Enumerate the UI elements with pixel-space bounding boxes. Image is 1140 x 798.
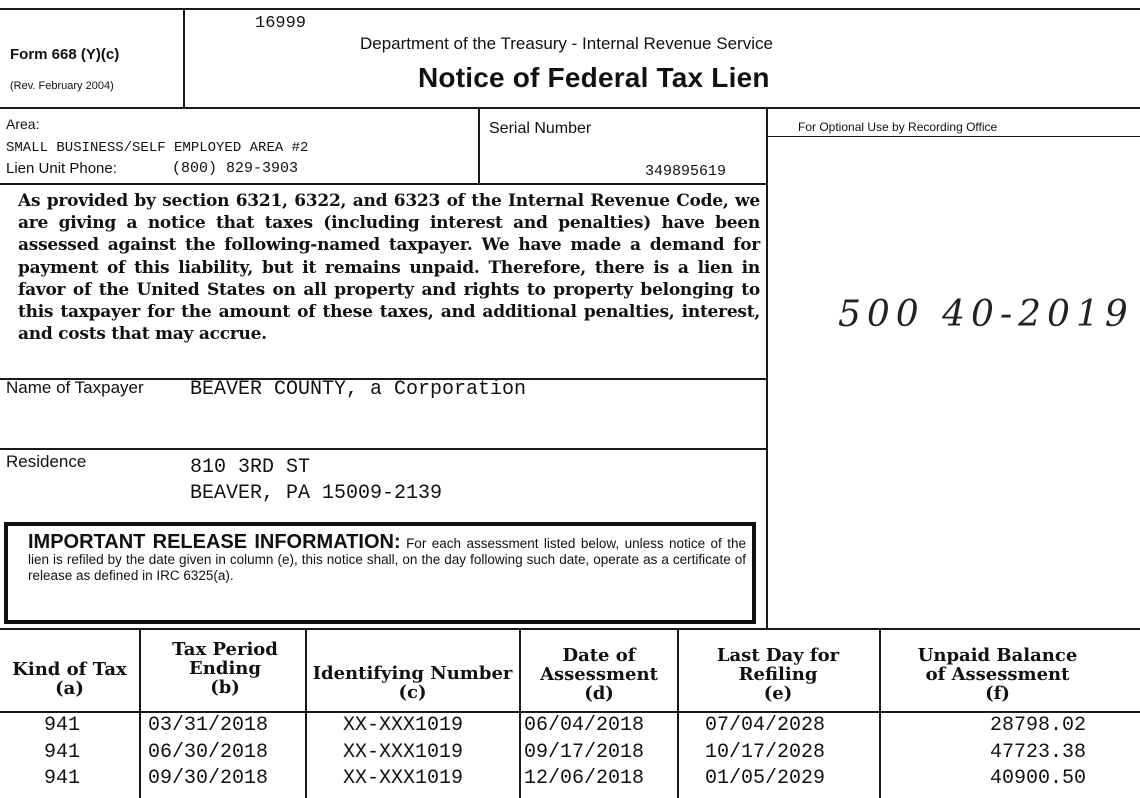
handwritten-note: 500 40-2019 [838,294,1134,335]
release-info-body: For each assessment listed below, unless notice of the lien is refiled by the date given in column (e), this notice shall, on the day following such date, operate as a certificate of release as defined in IRC 6325(a). [28,536,746,583]
form-number: Form 668 (Y)(c) [10,46,120,63]
assessment-date-cell: 12/06/2018 [524,767,645,790]
refiling-date-cell: 07/04/2028 [705,714,826,737]
serial-number-label: Serial Number [489,120,592,137]
column-header-date-of-assessment [540,646,658,703]
assessment-date-cell: 09/17/2018 [524,741,645,764]
unpaid-balance-cell: 40900.50 [990,767,1087,790]
column-title: Last Day for Refiling [716,645,840,685]
identifying-number-cell: XX-XXX1019 [343,714,464,737]
agency-name: Department of the Treasury - Internal Revenue Service [360,34,773,53]
serial-number-value: 349895619 [645,163,727,180]
identifying-number-cell: XX-XXX1019 [343,741,464,764]
refiling-date-cell: 10/17/2028 [705,741,826,764]
lien-statement: As provided by section 6321, 6322, and 6323 of the Internal Revenue Code, we are giving a notice that taxes (including interest and penalties) have been assessed against the following-named taxpayer. We have made a demand for payment of this liability, but it remains unpaid. Therefore, there is a lien in favor of the United States on all property and rights to property belonging to this taxpayer for the amount of these taxes, and additional penalties, interest, and costs that may accrue. [18,191,760,345]
document-title: Notice of Federal Tax Lien [418,62,770,93]
area-label: Area: [6,116,40,132]
assessment-date-cell: 06/04/2018 [524,714,645,737]
recording-office-label: For Optional Use by Recording Office [798,120,998,134]
column-title: Identifying Number [312,663,513,684]
column-title: Tax Period Ending [172,639,278,679]
release-info-text [28,531,746,584]
column-letter: (d) [584,683,614,704]
area-name: SMALL BUSINESS/SELF EMPLOYED AREA #2 [6,140,309,156]
identifying-number-cell: XX-XXX1019 [343,767,464,790]
lien-phone-number: (800) 829-3903 [172,160,299,177]
column-letter: (b) [210,677,240,698]
column-title: Date of Assessment [540,645,658,685]
lien-phone-label: Lien Unit Phone: [6,160,117,177]
column-header-unpaid-balance [905,646,1090,703]
column-letter: (c) [398,682,427,703]
column-header-tax-period-ending [170,640,280,697]
document-number: 16999 [255,14,307,33]
taxpayer-name: BEAVER COUNTY, a Corporation [190,378,527,401]
tax-period-cell: 09/30/2018 [148,767,269,790]
column-letter: (e) [763,683,793,704]
refiling-date-cell: 01/05/2029 [705,767,826,790]
taxpayer-label: Name of Taxpayer [6,378,144,397]
column-letter: (a) [55,678,84,699]
tax-period-cell: 03/31/2018 [148,714,269,737]
column-title: Kind of Tax [12,659,127,680]
column-header-identifying-number [306,664,519,702]
residence-city: BEAVER, PA 15009-2139 [190,482,443,505]
release-info-title: IMPORTANT RELEASE INFORMATION: [28,531,401,553]
form-revision: (Rev. February 2004) [10,80,114,92]
unpaid-balance-cell: 28798.02 [990,714,1087,737]
unpaid-balance-cell: 47723.38 [990,741,1087,764]
column-letter: (f) [985,683,1010,704]
residence-label: Residence [6,452,87,471]
residence-street: 810 3RD ST [190,456,311,479]
column-header-kind-of-tax [0,660,139,698]
tax-period-cell: 06/30/2018 [148,741,269,764]
column-title: Unpaid Balance of Assessment [917,645,1078,685]
kind-of-tax-cell: 941 [44,714,81,737]
kind-of-tax-cell: 941 [44,741,81,764]
column-header-last-day-for-refiling [700,646,856,703]
kind-of-tax-cell: 941 [44,767,81,790]
